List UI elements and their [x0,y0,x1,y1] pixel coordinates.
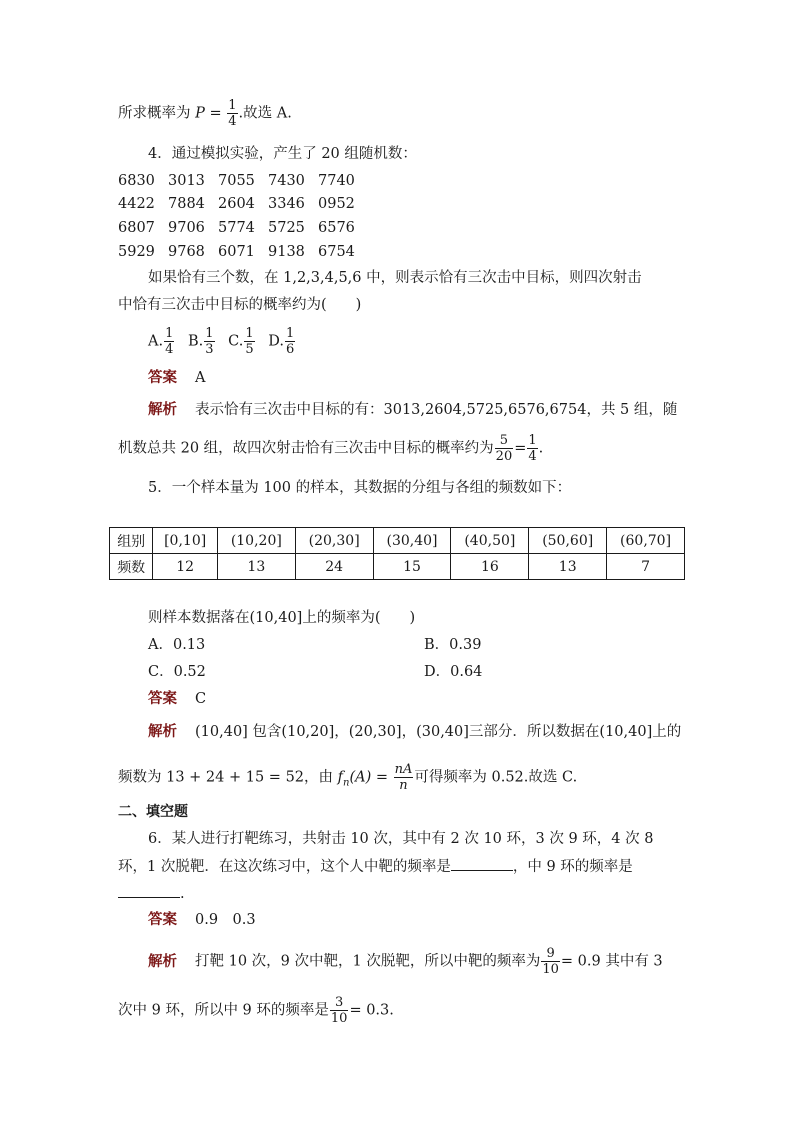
answer-blank [118,883,180,898]
q5-explanation: 解析 (10,40] 包含(10,20]，(20,30]，(30,40]三部分．所以数据在(10,40]上的 [148,724,682,740]
table-row: 频数 12 13 24 15 16 13 7 [110,554,685,580]
option-b: B. $\frac{1}{3}$ [187,326,214,357]
q4-answer: 答案 A [148,370,206,386]
frequency-table [109,527,685,580]
option-a: A. $\frac{1}{4}$ [148,326,174,357]
q6-stem-cont: 环，1 次脱靶．在这次练习中，这个人中靶的频率是 ，中 9 环的频率是 [118,856,633,877]
q6-stem-end: . [118,883,185,904]
q5-explanation-cont: 频数为 13 + 24 + 15 = 52，由 $f_n(A)$ = $\frac{nA}{n}$ 可得频率为 0.52.故选 C. [118,762,578,793]
q5-option-b: B．0.39 [424,637,482,653]
q6-explanation-cont: 次中 9 环，所以中 9 环的频率是 $\frac{3}{10}$ = 0.3. [118,995,394,1026]
random-number-row: 5929 9768 6071 9138 6754 [118,244,355,260]
random-number-row: 4422 7884 2604 3346 0952 [118,196,355,212]
prev-conclusion: 所求概率为 P = $\frac{1}{4}$ .故选 A. [118,98,292,129]
q4-condition: 如果恰有三个数，在 1,2,3,4,5,6 中，则表示恰有三次击中目标，则四次射击 [148,270,642,286]
q6-stem: 6．某人进行打靶练习，共射击 10 次，其中有 2 次 10 环，3 次 9 环，4 次 8 [148,831,654,847]
q5-answer: 答案 C [148,691,207,707]
option-d: D. $\frac{1}{6}$ [268,326,295,357]
q6-explanation: 解析 打靶 10 次，9 次中靶，1 次脱靶，所以中靶的频率为 $\frac{9}{10}$ = 0.9 其中有 3 [148,946,663,977]
table-row: 组别 [0,10] (10,20] (20,30] (30,40] (40,50] (50,60] (60,70] [110,528,685,554]
random-number-row: 6830 3013 7055 7430 7740 [118,173,355,189]
q4-options [148,326,304,357]
answer-blank [451,856,513,871]
q6-answer: 答案 0.9 0.3 [148,912,256,928]
random-number-row: 6807 9706 5774 5725 6576 [118,220,355,236]
q4-explanation-cont: 机数总共 20 组，故四次射击恰有三次击中目标的概率约为 $\frac{5}{20}$ = $\frac{1}{4}$ . [118,433,544,464]
fraction: $\frac{1}{4}$ [228,98,237,129]
option-c: C. $\frac{1}{5}$ [228,326,254,357]
q5-stem: 5．一个样本量为 100 的样本，其数据的分组与各组的频数如下： [148,480,572,496]
q5-option-a: A．0.13 [148,637,206,653]
q5-question: 则样本数据落在(10,40]上的频率为( ) [148,610,416,626]
q4-explanation: 解析 表示恰有三次击中目标的有：3013,2604,5725,6576,6754，共 5 组，随 [148,402,678,418]
q4-question: 中恰有三次击中目标的概率约为( ) [118,297,362,313]
q5-option-d: D．0.64 [424,664,483,680]
q4-stem: 4．通过模拟实验，产生了 20 组随机数： [148,146,417,162]
section-heading: 二、填空题 [118,804,188,820]
q5-option-c: C．0.52 [148,664,206,680]
